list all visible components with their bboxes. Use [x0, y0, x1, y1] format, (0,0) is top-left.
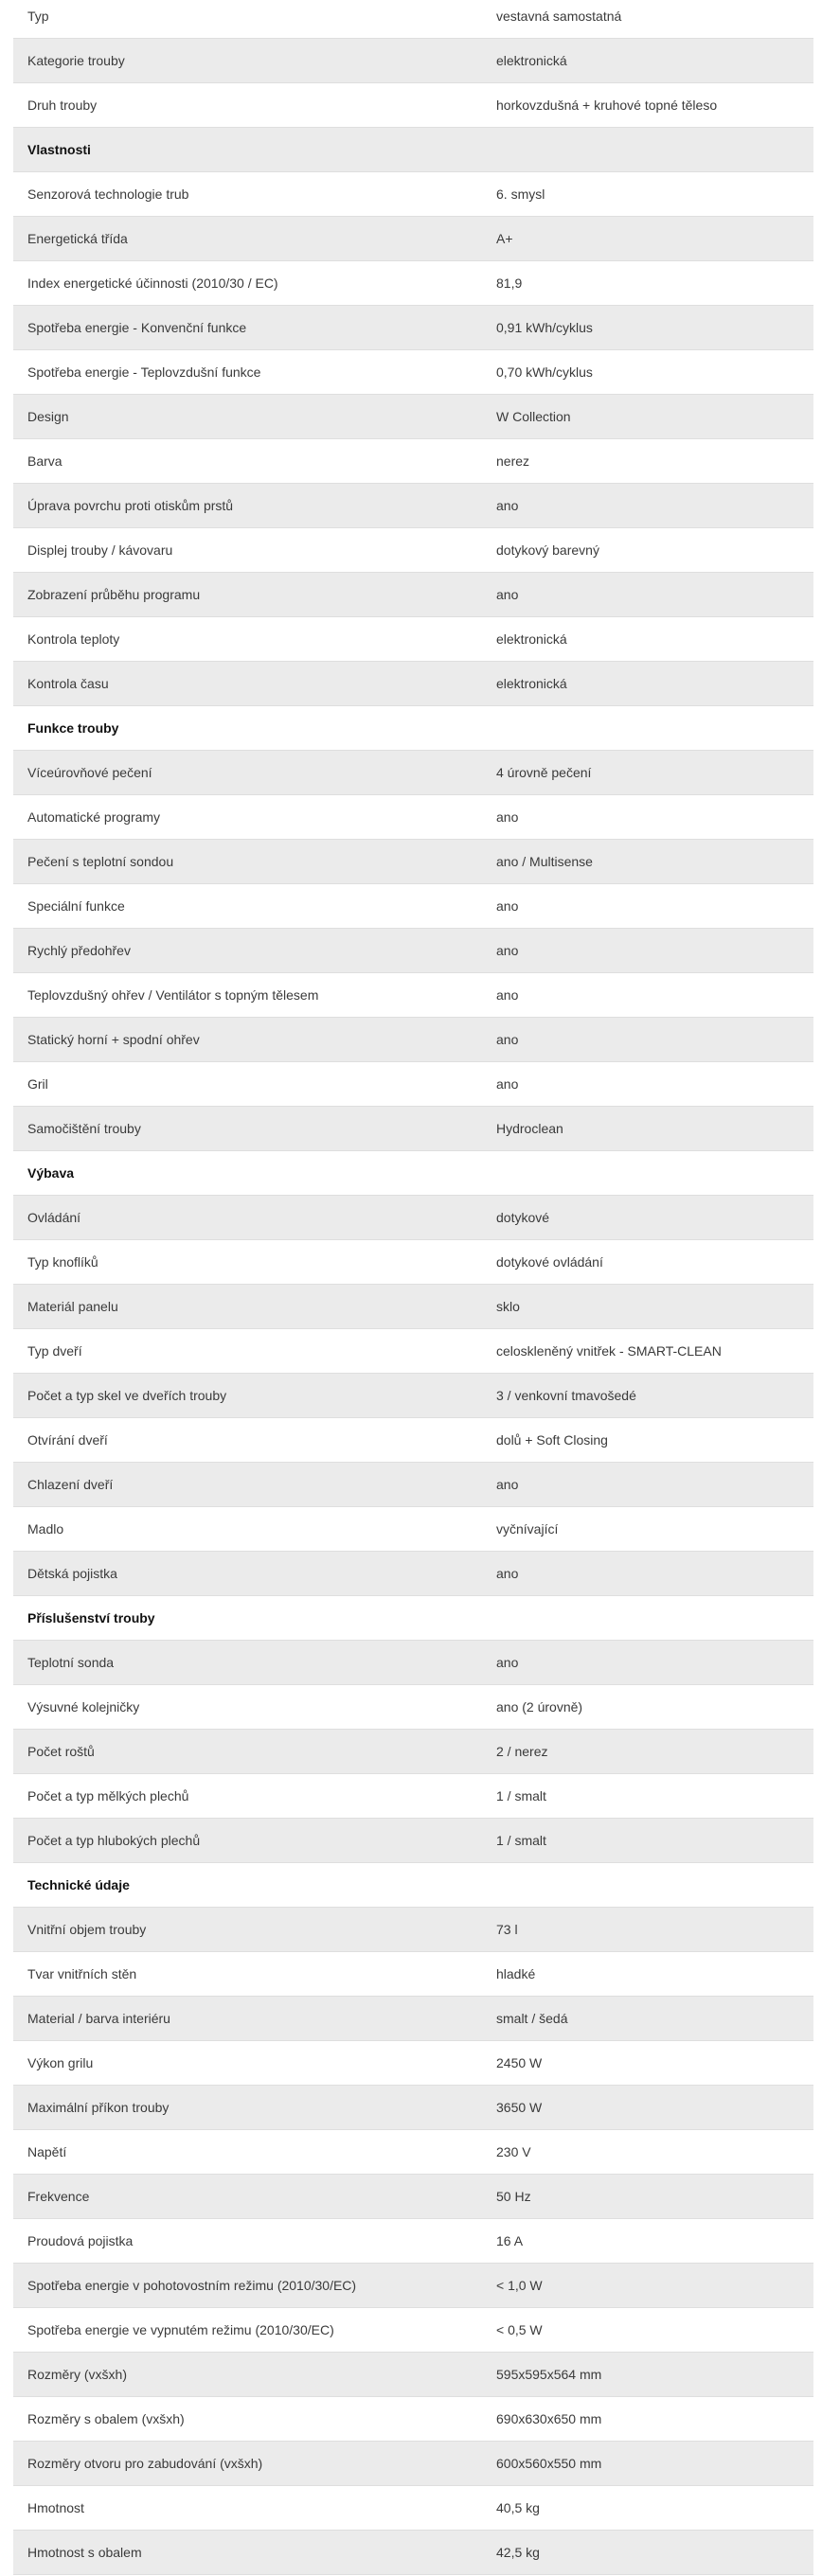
spec-value: 0,70 kWh/cyklus — [496, 364, 593, 380]
spec-value: smalt / šedá — [496, 2011, 568, 2026]
spec-value: sklo — [496, 1299, 520, 1314]
spec-value: 6. smysl — [496, 187, 545, 202]
spec-value: 595x595x564 mm — [496, 2367, 602, 2382]
spec-value: 73 l — [496, 1922, 518, 1937]
section-heading: Vlastnosti — [27, 142, 91, 157]
spec-row — [13, 884, 813, 929]
spec-value: 1 / smalt — [496, 1788, 546, 1803]
spec-label: Kontrola teploty — [27, 631, 120, 647]
spec-row — [13, 1285, 813, 1329]
spec-label: Automatické programy — [27, 809, 161, 825]
spec-row — [13, 1819, 813, 1863]
spec-label: Víceúrovňové pečení — [27, 765, 152, 780]
spec-row — [13, 2486, 813, 2531]
section-heading: Výbava — [27, 1165, 75, 1181]
spec-label: Spotřeba energie - Teplovzdušní funkce — [27, 364, 261, 380]
spec-row — [13, 573, 813, 617]
spec-label: Druh trouby — [27, 98, 98, 113]
section-heading: Technické údaje — [27, 1877, 130, 1892]
spec-value: 230 V — [496, 2144, 531, 2159]
spec-label: Gril — [27, 1076, 48, 1092]
spec-row — [13, 1062, 813, 1107]
spec-row — [13, 172, 813, 217]
spec-value: ano — [496, 898, 519, 914]
spec-label: Spotřeba energie ve vypnutém režimu (2010/30/EC) — [27, 2322, 334, 2337]
spec-label: Rozměry otvoru pro zabudování (vxšxh) — [27, 2456, 263, 2471]
spec-label: Počet a typ mělkých plechů — [27, 1788, 189, 1803]
spec-label: Teplovzdušný ohřev / Ventilátor s topným tělesem — [27, 987, 319, 1003]
spec-row — [13, 2041, 813, 2086]
spec-value: ano — [496, 943, 519, 958]
spec-label: Proudová pojistka — [27, 2233, 134, 2248]
spec-row — [13, 1774, 813, 1819]
spec-value: dotykové — [496, 1210, 550, 1225]
spec-label: Speciální funkce — [27, 898, 125, 914]
spec-label: Počet a typ skel ve dveřích trouby — [27, 1388, 227, 1403]
spec-row — [13, 83, 813, 128]
spec-value: hladké — [496, 1966, 536, 1981]
spec-label: Statický horní + spodní ohřev — [27, 1032, 200, 1047]
spec-row — [13, 395, 813, 439]
spec-row — [13, 2175, 813, 2219]
spec-value: dolů + Soft Closing — [496, 1432, 608, 1448]
spec-label: Vnitřní objem trouby — [27, 1922, 147, 1937]
spec-value: 0,91 kWh/cyklus — [496, 320, 593, 335]
spec-row — [13, 1908, 813, 1952]
spec-row — [13, 2264, 813, 2308]
spec-value: ano — [496, 1076, 519, 1092]
section-heading-row — [13, 128, 813, 172]
spec-label: Frekvence — [27, 2189, 90, 2204]
spec-value: 1 / smalt — [496, 1833, 546, 1848]
spec-row — [13, 795, 813, 840]
spec-value: W Collection — [496, 409, 571, 424]
spec-label: Výsuvné kolejničky — [27, 1699, 140, 1714]
spec-row — [13, 528, 813, 573]
spec-value: ano — [496, 809, 519, 825]
spec-row — [13, 1418, 813, 1463]
spec-label: Spotřeba energie - Konvenční funkce — [27, 320, 247, 335]
spec-label: Kontrola času — [27, 676, 109, 691]
spec-label: Rozměry (vxšxh) — [27, 2367, 128, 2382]
spec-row — [13, 2397, 813, 2442]
spec-value: elektronická — [496, 676, 567, 691]
spec-label: Typ dveří — [27, 1343, 82, 1359]
section-heading: Příslušenství trouby — [27, 1610, 155, 1626]
spec-value: 3650 W — [496, 2100, 543, 2115]
spec-row — [13, 306, 813, 350]
spec-row — [13, 2219, 813, 2264]
spec-value: nerez — [496, 453, 530, 469]
spec-label: Materiál panelu — [27, 1299, 118, 1314]
spec-value: ano — [496, 1655, 519, 1670]
spec-row — [13, 929, 813, 973]
spec-row — [13, 1507, 813, 1552]
spec-label: Energetická třída — [27, 231, 128, 246]
spec-row — [13, 1196, 813, 1240]
spec-row — [13, 439, 813, 484]
spec-label: Pečení s teplotní sondou — [27, 854, 174, 869]
spec-label: Typ knoflíků — [27, 1254, 98, 1270]
spec-value: elektronická — [496, 631, 567, 647]
spec-value: 16 A — [496, 2233, 524, 2248]
spec-row — [13, 2353, 813, 2397]
spec-row — [13, 1374, 813, 1418]
spec-row — [13, 2442, 813, 2486]
spec-value: ano — [496, 1477, 519, 1492]
spec-value: ano — [496, 587, 519, 602]
spec-label: Dětská pojistka — [27, 1566, 117, 1581]
spec-row — [13, 2130, 813, 2175]
spec-value: vestavná samostatná — [496, 9, 622, 24]
spec-value: ano — [496, 987, 519, 1003]
section-heading-row — [13, 1151, 813, 1196]
spec-value: < 1,0 W — [496, 2278, 543, 2293]
spec-row — [13, 751, 813, 795]
section-heading-row — [13, 1863, 813, 1908]
spec-label: Displej trouby / kávovaru — [27, 542, 173, 558]
spec-row — [13, 0, 813, 39]
spec-row — [13, 1641, 813, 1685]
spec-row — [13, 1240, 813, 1285]
spec-label: Material / barva interiéru — [27, 2011, 170, 2026]
spec-row — [13, 2531, 813, 2575]
spec-label: Teplotní sonda — [27, 1655, 115, 1670]
spec-label: Madlo — [27, 1521, 64, 1537]
spec-value: < 0,5 W — [496, 2322, 543, 2337]
spec-row — [13, 261, 813, 306]
spec-row — [13, 1018, 813, 1062]
spec-row — [13, 1997, 813, 2041]
spec-label: Zobrazení průběhu programu — [27, 587, 201, 602]
spec-row — [13, 1107, 813, 1151]
spec-row — [13, 217, 813, 261]
spec-row — [13, 617, 813, 662]
spec-row — [13, 1685, 813, 1730]
spec-value: ano — [496, 498, 519, 513]
spec-row — [13, 1329, 813, 1374]
spec-label: Tvar vnitřních stěn — [27, 1966, 137, 1981]
spec-label: Hmotnost — [27, 2500, 84, 2515]
spec-row — [13, 39, 813, 83]
spec-row — [13, 2086, 813, 2130]
spec-row — [13, 2308, 813, 2353]
spec-label: Napětí — [27, 2144, 67, 2159]
spec-label: Rozměry s obalem (vxšxh) — [27, 2411, 185, 2426]
spec-label: Kategorie trouby — [27, 53, 125, 68]
section-heading-row — [13, 706, 813, 751]
spec-label: Rychlý předohřev — [27, 943, 131, 958]
spec-value: ano / Multisense — [496, 854, 593, 869]
spec-value: 81,9 — [496, 275, 523, 291]
spec-value: 50 Hz — [496, 2189, 531, 2204]
spec-value: ano — [496, 1032, 519, 1047]
spec-value: 600x560x550 mm — [496, 2456, 602, 2471]
spec-label: Chlazení dveří — [27, 1477, 114, 1492]
spec-row — [13, 1552, 813, 1596]
spec-value: 4 úrovně pečení — [496, 765, 592, 780]
spec-table — [13, 0, 813, 2575]
spec-label: Ovládání — [27, 1210, 81, 1225]
spec-value: 690x630x650 mm — [496, 2411, 602, 2426]
spec-label: Maximální příkon trouby — [27, 2100, 170, 2115]
spec-value: 2 / nerez — [496, 1744, 548, 1759]
spec-row — [13, 1952, 813, 1997]
spec-value: A+ — [496, 231, 513, 246]
spec-label: Barva — [27, 453, 63, 469]
spec-row — [13, 973, 813, 1018]
spec-value: Hydroclean — [496, 1121, 563, 1136]
spec-row — [13, 662, 813, 706]
spec-label: Samočištění trouby — [27, 1121, 141, 1136]
spec-label: Design — [27, 409, 69, 424]
spec-label: Typ — [27, 9, 49, 24]
spec-label: Výkon grilu — [27, 2055, 94, 2070]
spec-value: celoskleněný vnitřek - SMART-CLEAN — [496, 1343, 722, 1359]
spec-label: Hmotnost s obalem — [27, 2545, 142, 2560]
spec-value: dotykový barevný — [496, 542, 599, 558]
section-heading: Funkce trouby — [27, 720, 119, 736]
spec-row — [13, 350, 813, 395]
spec-value: dotykové ovládání — [496, 1254, 603, 1270]
spec-value: 3 / venkovní tmavošedé — [496, 1388, 636, 1403]
section-heading-row — [13, 1596, 813, 1641]
spec-label: Počet a typ hlubokých plechů — [27, 1833, 201, 1848]
spec-row — [13, 1463, 813, 1507]
spec-label: Úprava povrchu proti otiskům prstů — [27, 498, 234, 513]
spec-row — [13, 484, 813, 528]
spec-value: elektronická — [496, 53, 567, 68]
spec-label: Spotřeba energie v pohotovostním režimu (2010/30/EC) — [27, 2278, 357, 2293]
spec-value: horkovzdušná + kruhové topné těleso — [496, 98, 718, 113]
spec-value: 40,5 kg — [496, 2500, 540, 2515]
spec-row — [13, 840, 813, 884]
spec-label: Index energetické účinnosti (2010/30 / EC) — [27, 275, 278, 291]
spec-value: ano (2 úrovně) — [496, 1699, 583, 1714]
spec-label: Senzorová technologie trub — [27, 187, 189, 202]
spec-value: vyčnívající — [496, 1521, 559, 1537]
spec-label: Počet roštů — [27, 1744, 95, 1759]
spec-value: ano — [496, 1566, 519, 1581]
spec-label: Otvírání dveří — [27, 1432, 108, 1448]
spec-value: 42,5 kg — [496, 2545, 540, 2560]
spec-row — [13, 1730, 813, 1774]
spec-value: 2450 W — [496, 2055, 543, 2070]
